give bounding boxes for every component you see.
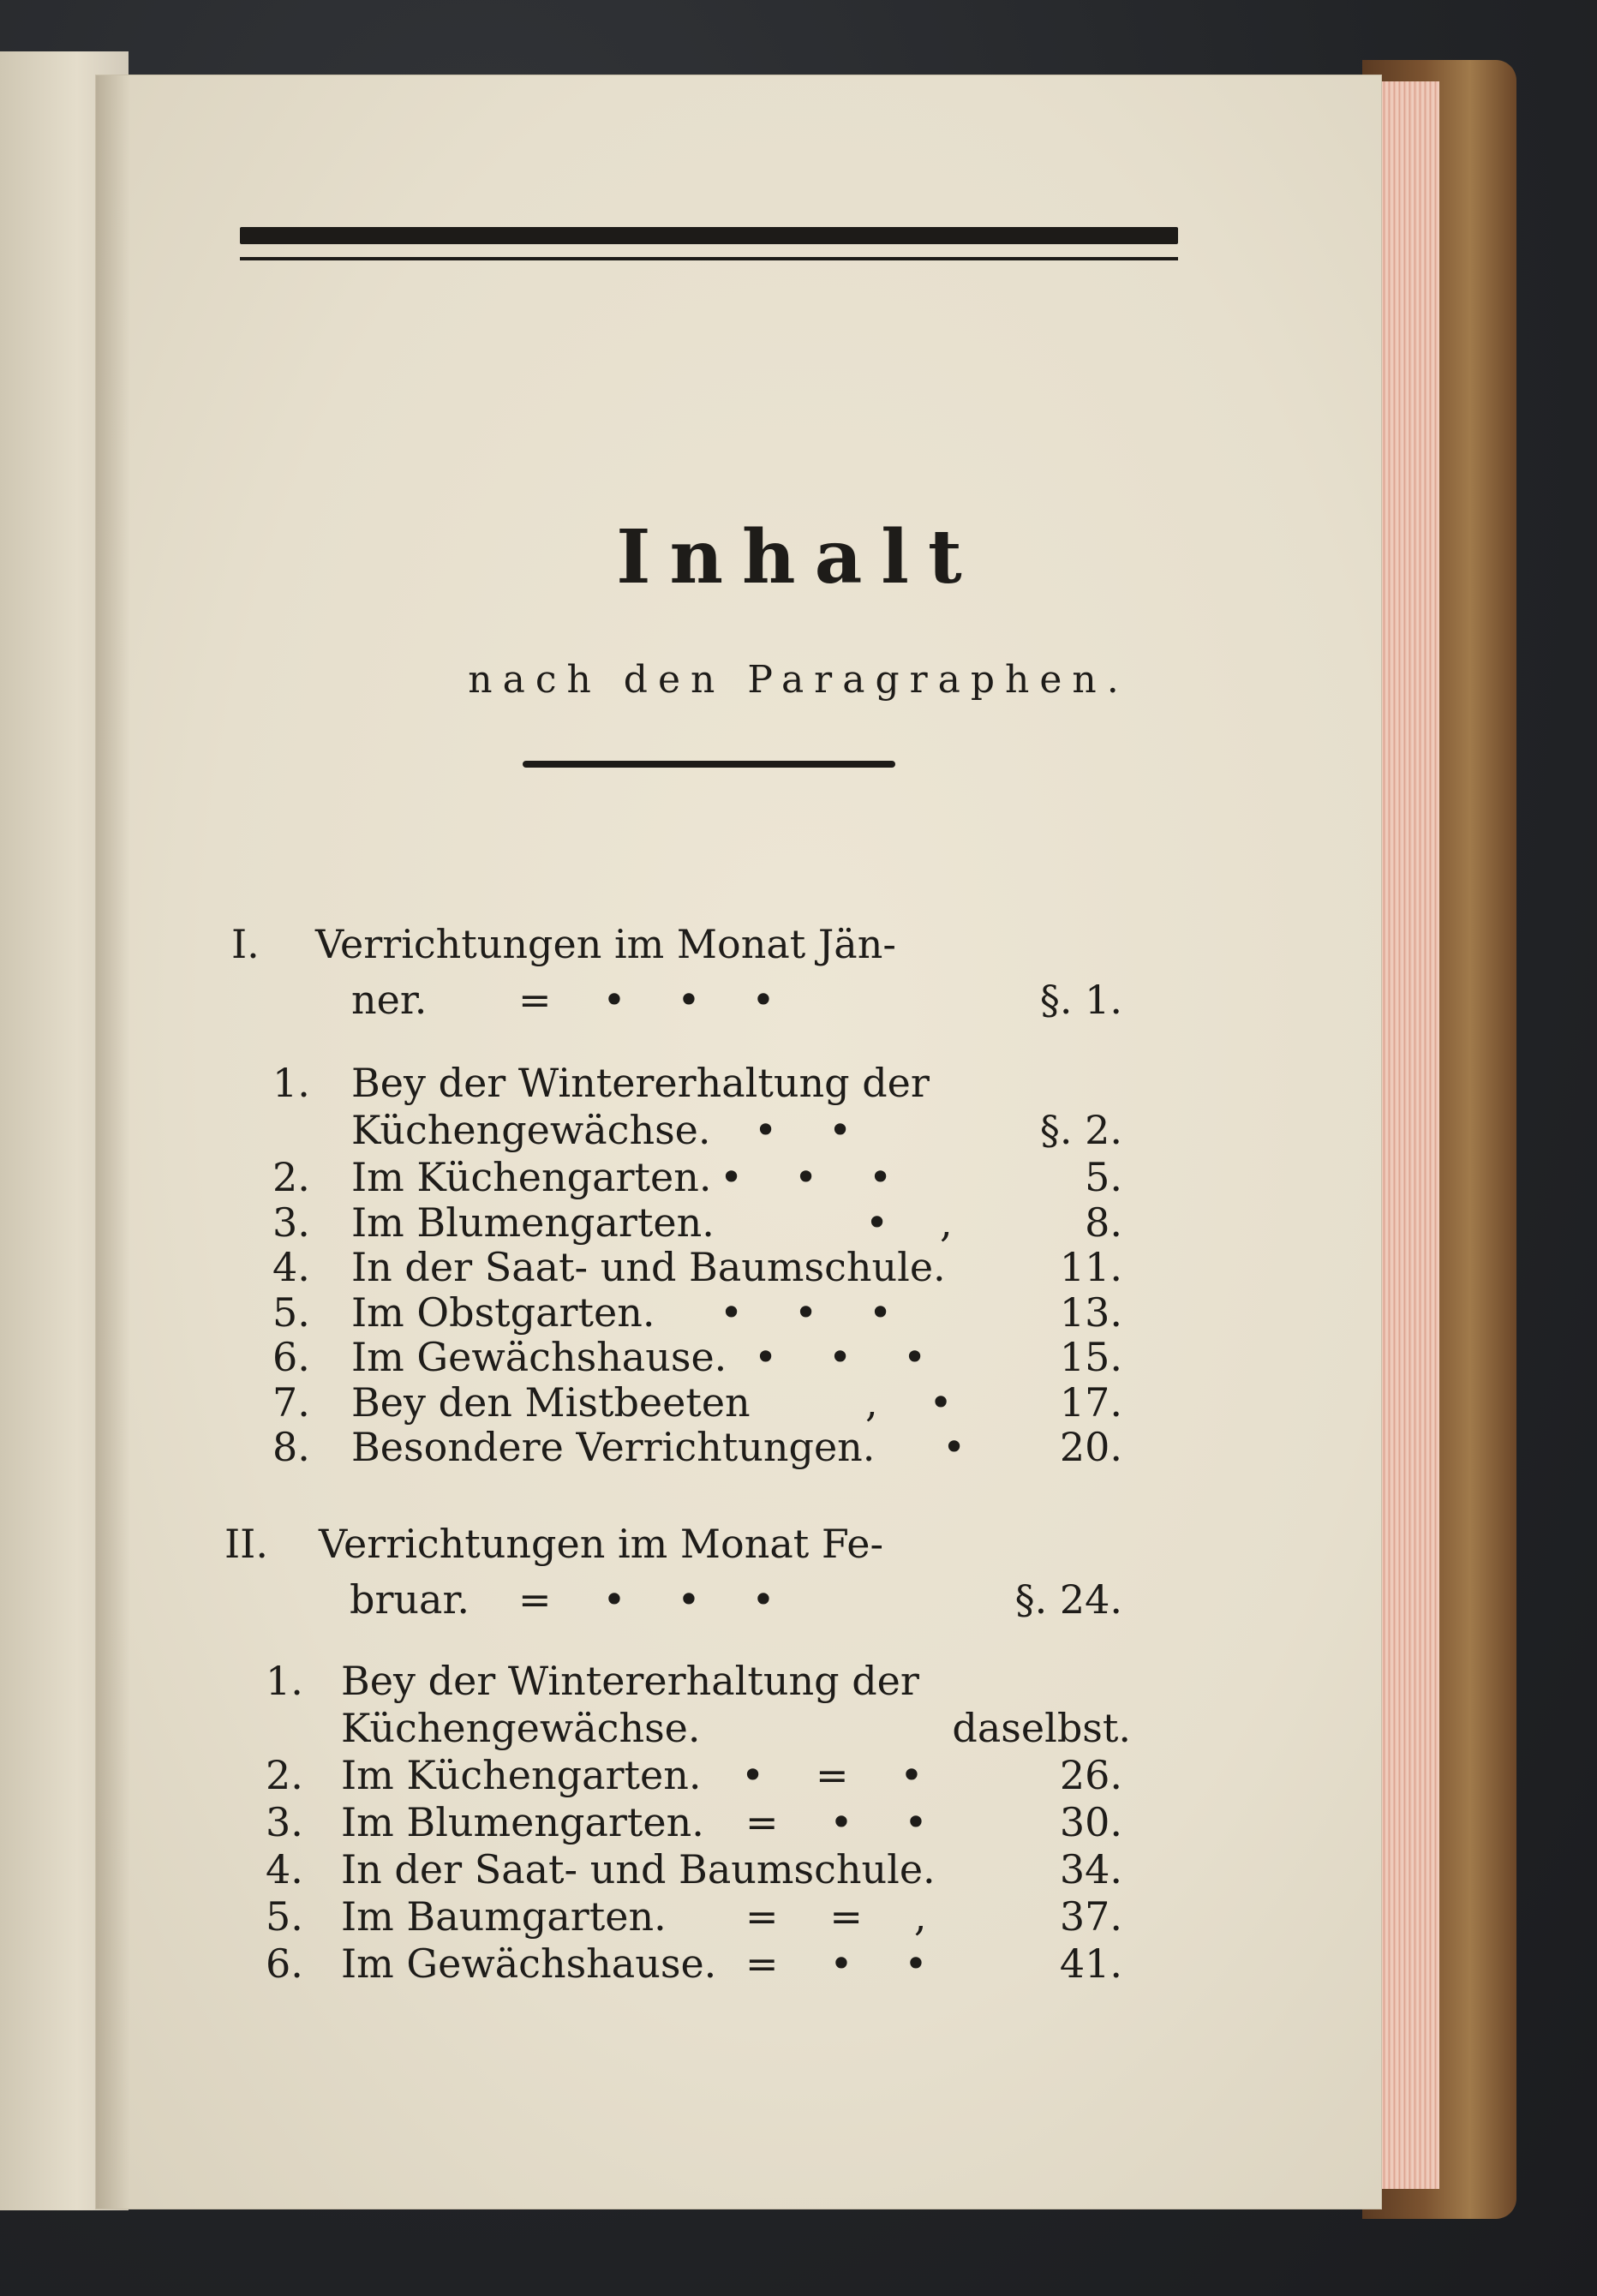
item-page: 11. bbox=[1059, 1244, 1122, 1290]
item-number: 8. bbox=[272, 1424, 310, 1470]
leader-dots: • = • bbox=[741, 1752, 927, 1798]
leader-dots: = • • bbox=[745, 1799, 931, 1845]
item-page: daselbst. bbox=[952, 1705, 1131, 1751]
paragraph-ref: §. 24. bbox=[1014, 1576, 1122, 1623]
item-number: 2. bbox=[272, 1154, 310, 1200]
section-heading-cont: bruar. bbox=[350, 1576, 470, 1623]
item-page: 15. bbox=[1059, 1334, 1122, 1380]
top-rule-thin bbox=[240, 257, 1178, 260]
item-text: In der Saat- und Baumschule. bbox=[341, 1846, 936, 1892]
leader-dots: = • • • bbox=[518, 1576, 779, 1623]
page-subtitle: nach den Paragraphen. bbox=[468, 658, 1129, 702]
item-page: 30. bbox=[1059, 1799, 1122, 1845]
item-text: In der Saat- und Baumschule. bbox=[351, 1244, 946, 1290]
section-heading: Verrichtungen im Monat Fe- bbox=[319, 1521, 884, 1567]
paragraph-ref: §. 1. bbox=[1039, 977, 1122, 1023]
item-text: Im Blumengarten. bbox=[351, 1199, 715, 1246]
leader-dots: • • bbox=[754, 1107, 856, 1153]
item-text: Bey der Wintererhaltung der bbox=[351, 1060, 930, 1106]
item-number: 6. bbox=[266, 1940, 303, 1987]
item-text: Besondere Verrichtungen. bbox=[351, 1424, 876, 1470]
item-page: 41. bbox=[1059, 1940, 1122, 1987]
item-number: 6. bbox=[272, 1334, 310, 1380]
item-number: 5. bbox=[266, 1893, 303, 1940]
section-heading: Verrichtungen im Monat Jän- bbox=[315, 921, 896, 967]
item-page: 8. bbox=[1085, 1199, 1122, 1246]
item-number: 4. bbox=[266, 1846, 303, 1892]
section-numeral: I. bbox=[231, 921, 260, 967]
item-number: 5. bbox=[272, 1289, 310, 1336]
item-page: 34. bbox=[1059, 1846, 1122, 1892]
item-text: Bey der Wintererhaltung der bbox=[341, 1658, 919, 1704]
item-page: 13. bbox=[1059, 1289, 1122, 1336]
leader-dots: • • • bbox=[720, 1289, 896, 1336]
leader-dots: • , bbox=[865, 1199, 956, 1246]
item-text: Im Küchengarten. bbox=[341, 1752, 702, 1798]
item-number: 3. bbox=[272, 1199, 310, 1246]
page-title: Inhalt bbox=[616, 514, 981, 601]
item-number: 3. bbox=[266, 1799, 303, 1845]
item-text: Im Gewächshause. bbox=[351, 1334, 727, 1380]
item-text: Küchengewächse. bbox=[341, 1705, 701, 1751]
leader-dots: • • • bbox=[720, 1154, 896, 1200]
item-page: §. 2. bbox=[1039, 1107, 1122, 1153]
leader-dots: • bbox=[942, 1424, 970, 1470]
item-text: Im Baumgarten. bbox=[341, 1893, 667, 1940]
item-text: Küchengewächse. bbox=[351, 1107, 711, 1153]
item-number: 1. bbox=[272, 1060, 310, 1106]
leader-dots: • • • bbox=[754, 1334, 930, 1380]
item-number: 1. bbox=[266, 1658, 303, 1704]
divider-rule bbox=[523, 761, 895, 768]
item-number: 2. bbox=[266, 1752, 303, 1798]
item-text: Im Gewächshause. bbox=[341, 1940, 717, 1987]
item-page: 37. bbox=[1059, 1893, 1122, 1940]
leader-dots: = • • • bbox=[518, 977, 779, 1023]
item-page: 26. bbox=[1059, 1752, 1122, 1798]
item-number: 4. bbox=[272, 1244, 310, 1290]
leader-dots: = = , bbox=[745, 1893, 930, 1940]
item-text: Bey den Mistbeeten bbox=[351, 1379, 751, 1426]
section-numeral: II. bbox=[224, 1521, 268, 1567]
item-text: Im Obstgarten. bbox=[351, 1289, 655, 1336]
item-text: Im Blumengarten. bbox=[341, 1799, 704, 1845]
item-number: 7. bbox=[272, 1379, 310, 1426]
item-page: 20. bbox=[1059, 1424, 1122, 1470]
leader-dots: = • • bbox=[745, 1940, 931, 1987]
item-page: 5. bbox=[1085, 1154, 1122, 1200]
item-text: Im Küchengarten. bbox=[351, 1154, 712, 1200]
section-heading-cont: ner. bbox=[351, 977, 428, 1023]
leader-dots: , • bbox=[865, 1379, 956, 1426]
gutter-shadow bbox=[96, 75, 130, 2209]
top-rule-thick bbox=[240, 227, 1178, 244]
item-page: 17. bbox=[1059, 1379, 1122, 1426]
